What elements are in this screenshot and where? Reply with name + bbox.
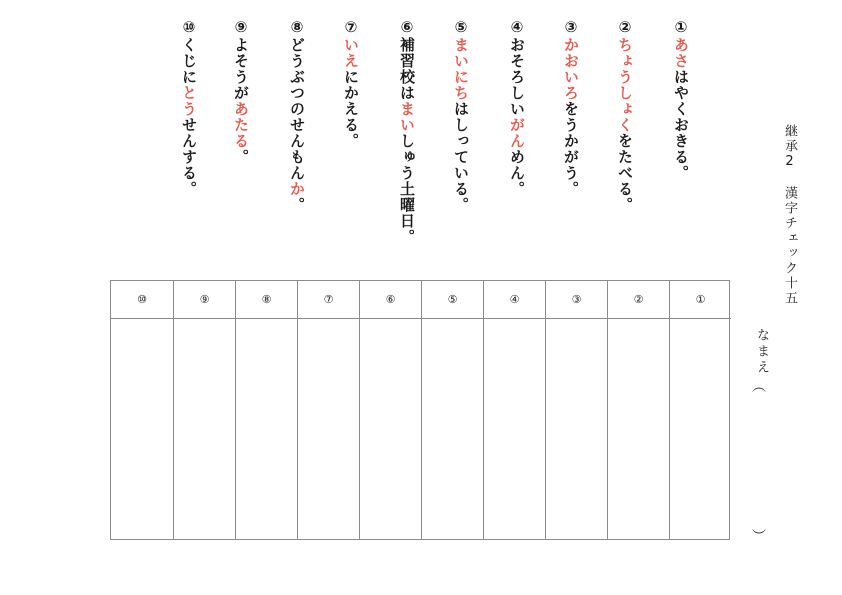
sentence-text: をたべる。	[616, 133, 634, 213]
answer-box[interactable]	[173, 281, 235, 539]
sentence-text: どうぶつのせんもん	[288, 37, 306, 181]
target-kanji-reading: まいにち	[452, 37, 470, 101]
worksheet-title: 継承2 漢字チェック十五	[782, 124, 797, 306]
question-4	[508, 18, 526, 197]
question-number: ⑥	[398, 18, 416, 37]
answer-box-number: ④	[484, 281, 545, 319]
question-9	[232, 18, 250, 165]
name-label: なまえ	[754, 328, 769, 376]
target-kanji-reading: かおいろ	[562, 37, 580, 101]
answer-box-number: ②	[608, 281, 669, 319]
question-number: ③	[562, 18, 580, 37]
question-number: ⑤	[452, 18, 470, 37]
target-kanji-reading: ちょうしょく	[616, 37, 634, 133]
question-number: ⑦	[342, 18, 360, 37]
sentence-text: よそうが	[232, 37, 250, 101]
sentence-text: 。	[288, 197, 306, 213]
question-8	[288, 18, 306, 213]
sentence-text: はやくおきる。	[672, 69, 690, 181]
answer-box[interactable]	[607, 281, 669, 539]
question-3	[562, 18, 580, 197]
sentence-text: めん。	[508, 149, 526, 197]
question-number: ⑧	[288, 18, 306, 37]
sentence-text: はしっている。	[452, 101, 470, 213]
answer-box[interactable]	[669, 281, 731, 539]
answer-box[interactable]	[421, 281, 483, 539]
target-kanji-reading: がん	[508, 117, 526, 149]
question-number: ①	[672, 18, 690, 37]
target-kanji-reading: とう	[180, 85, 198, 117]
answer-box-number: ①	[670, 281, 731, 319]
question-number: ⑨	[232, 18, 250, 37]
question-5	[452, 18, 470, 213]
question-number: ②	[616, 18, 634, 37]
sentence-text: くじに	[180, 37, 198, 85]
answer-grid	[110, 280, 730, 540]
target-kanji-reading: あさ	[672, 37, 690, 69]
answer-box-number: ⑨	[174, 281, 235, 319]
name-paren-close: ︶	[752, 529, 766, 545]
sentence-text: 。	[232, 149, 250, 165]
sentence-text: をうかがう。	[562, 101, 580, 197]
target-kanji-reading: まい	[398, 101, 416, 133]
target-kanji-reading: いえ	[342, 37, 360, 69]
answer-box-number: ⑧	[236, 281, 297, 319]
sentence-text: しゅう土曜日。	[398, 133, 416, 245]
question-6	[398, 18, 416, 245]
answer-box[interactable]	[235, 281, 297, 539]
answer-box[interactable]	[483, 281, 545, 539]
question-number: ④	[508, 18, 526, 37]
question-7	[342, 18, 360, 149]
sentence-text: にかえる。	[342, 69, 360, 149]
answer-box-number: ⑥	[360, 281, 421, 319]
sentence-text: おそろしい	[508, 37, 526, 117]
answer-box-number: ⑤	[422, 281, 483, 319]
question-number: ⑩	[180, 18, 198, 37]
name-paren-open: ︵	[752, 379, 766, 395]
question-2	[616, 18, 634, 213]
answer-box[interactable]	[111, 281, 173, 539]
sentence-text: せんする。	[180, 117, 198, 197]
question-1	[672, 18, 690, 181]
target-kanji-reading: か	[288, 181, 306, 197]
target-kanji-reading: あたる	[232, 101, 250, 149]
question-10	[180, 18, 198, 197]
answer-box[interactable]	[297, 281, 359, 539]
sentence-text: 補習校は	[398, 37, 416, 101]
answer-box-number: ③	[546, 281, 607, 319]
answer-box-number: ⑩	[111, 281, 173, 319]
answer-box-number: ⑦	[298, 281, 359, 319]
answer-box[interactable]	[545, 281, 607, 539]
answer-box[interactable]	[359, 281, 421, 539]
